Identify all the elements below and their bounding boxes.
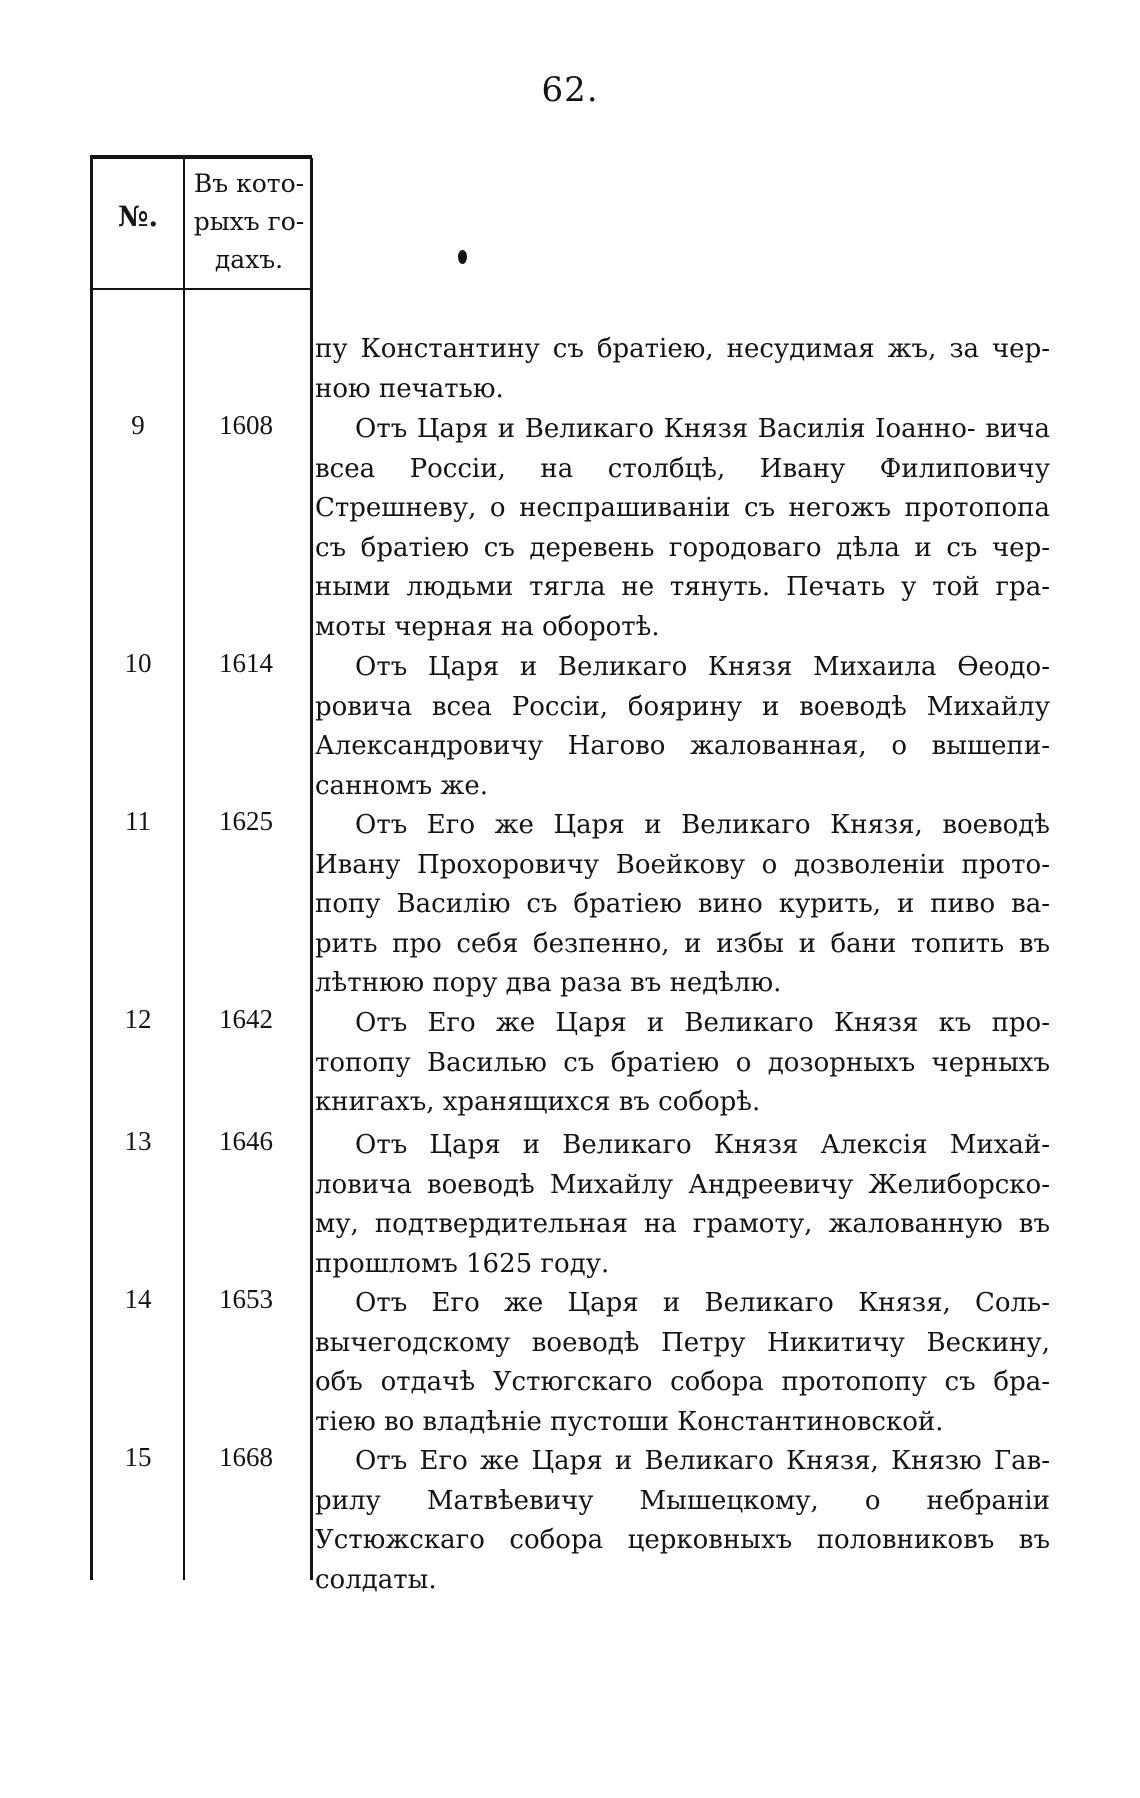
entry-text: Отъ Царя и Великаго Князя Михаила Ѳеодо- ровича всеа Россiи, боярину и воеводѣ Михайлу Александровичу Нагово жалованная, о вышепи- санномъ же. [315,652,1050,801]
entry-text: Отъ Царя и Великаго Князя Алексiя Михай- ловича воеводѣ Михайлу Андреевичу Желиборско- му, подтвердительная на грамоту, жалованную въ прошломъ 1625 году. [315,1130,1050,1279]
header-bottom-rule [90,288,312,290]
header-years-line: рыхъ го- [193,207,305,236]
header-number: №. [117,200,159,233]
table-right-border [310,158,313,1580]
entry-text: Отъ Его же Царя и Великаго Князя, Соль- вычегодскому воеводѣ Петру Никитичу Вескину, объ отдачѣ Устюгскаго собора протопопу съ бра- тiею во владѣнiе пустоши Константиновской. [315,1288,1050,1437]
entry-number: 12 [124,1004,152,1034]
header-years [188,165,310,279]
entry-year: 1646 [219,1126,273,1156]
entry-text: Отъ Царя и Великаго Князя Василiя Iоанно- вича всеа Россiи, на столбцѣ, Ивану Филиповичу Стрешневу, о неспрашиванiи съ негожъ протопопа съ братiею съ деревень городоваго дѣла и съ чер- ными людьми тягла не тянуть. Печать у той гра- моты черная на оборотѣ. [315,414,1050,642]
entry-text: Отъ Его же Царя и Великаго Князя къ про- топопу Василью съ братiею о дозорныхъ черныхъ книгахъ, хранящихся въ соборѣ. [315,1008,1050,1117]
entry-year: 1625 [219,806,273,836]
entry-number: 15 [124,1442,152,1472]
entry-number: 14 [124,1284,152,1314]
continuation-text: пу Константину съ братiею, несудимая жъ, за чер- ною печатью. [315,334,1050,404]
printed-dot [458,250,467,264]
table-top-rule [90,155,312,159]
entry-number: 13 [124,1126,152,1156]
entry-number: 9 [131,410,145,440]
header-years-line: Въ кото- [193,169,305,198]
entry-number: 11 [125,806,151,836]
header-years-line: дахъ. [214,245,284,274]
page-number: 62. [541,70,599,110]
table-left-border [90,155,93,1580]
entry-year: 1608 [219,410,273,440]
entry-year: 1668 [219,1442,273,1472]
entry-year: 1653 [219,1284,273,1314]
entry-text: Отъ Его же Царя и Великаго Князя, Князю Гав- рилу Матвѣевичу Мышецкому, о небранiи Устюжскаго собора церковныхъ половниковъ въ солдаты. [315,1446,1050,1595]
entry-year: 1642 [219,1004,273,1034]
entry-number: 10 [124,648,152,678]
entry-text: Отъ Его же Царя и Великаго Князя, воеводѣ Ивану Прохоровичу Воейкову о дозволенiи прото- попу Василiю съ братiею вино курить, и пиво ва- рить про себя безпенно, и избы и бани топить въ лѣтнюю пору два раза въ недѣлю. [315,810,1050,998]
entry-year: 1614 [219,648,273,678]
table-column-divider [183,158,185,1580]
